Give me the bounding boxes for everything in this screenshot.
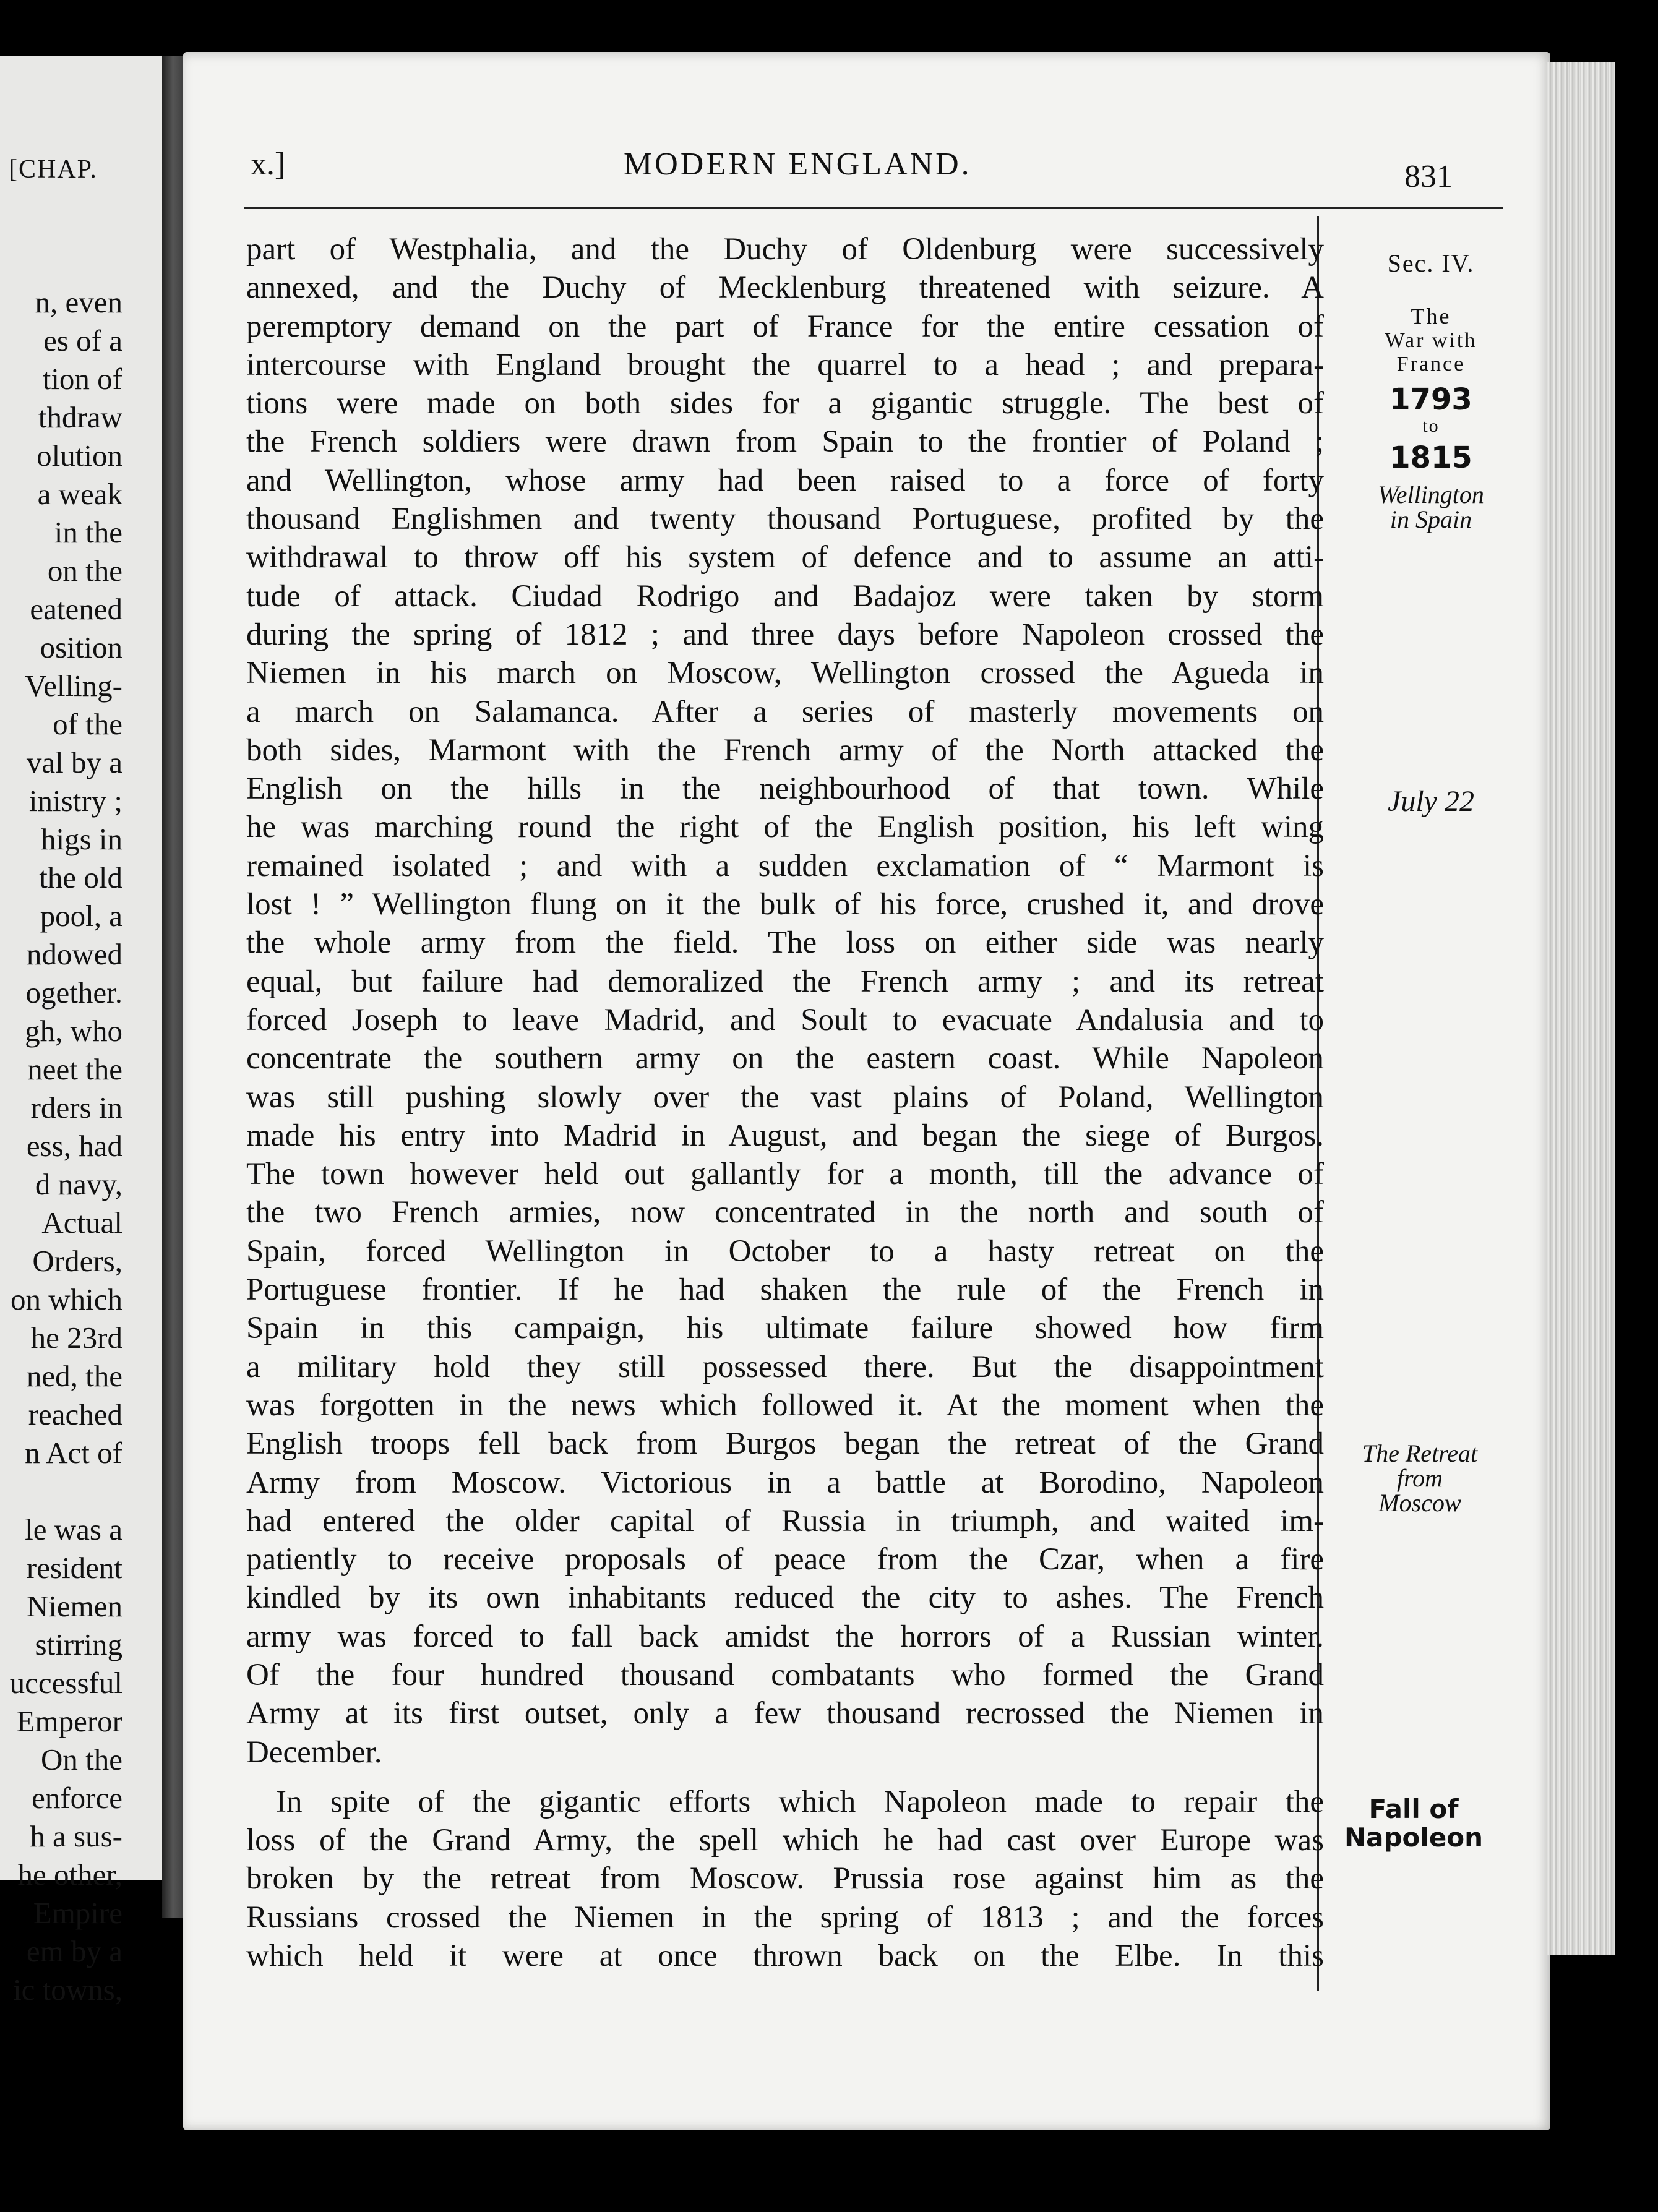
text-line: patiently to receive proposals of peace from the Czar, when a fire xyxy=(246,1542,1324,1577)
text-line: part of Westphalia, and the Duchy of Oldenburg were successively xyxy=(246,232,1324,267)
text-line: during the spring of 1812 ; and three days before Napoleon crossed the xyxy=(246,617,1324,652)
text-line: In spite of the gigantic efforts which Napoleon made to repair the xyxy=(276,1784,1324,1819)
left-page-line: in the xyxy=(54,515,122,549)
text-line: December. xyxy=(246,1734,382,1770)
text-line: the French soldiers were drawn from Spain to the frontier of Poland ; xyxy=(246,424,1324,460)
left-page-line: higs in xyxy=(40,822,122,856)
left-page-line: ic towns, xyxy=(13,1973,122,2007)
left-page-line: he other, xyxy=(17,1858,122,1892)
left-page-line: reached xyxy=(28,1397,122,1431)
left-page-line: n Act of xyxy=(25,1436,122,1470)
margin-the: The xyxy=(1411,304,1451,328)
text-line: concentrate the southern army on the eastern coast. While Napoleon xyxy=(246,1041,1324,1076)
text-line: English on the hills in the neighbourhood of that town. While xyxy=(246,771,1324,807)
text-line: army was forced to fall back amidst the horrors of a Russian winter. xyxy=(246,1619,1324,1654)
left-page-line: on the xyxy=(47,554,122,588)
margin-note-date: July 22 xyxy=(1388,785,1474,818)
left-page-line: resident xyxy=(26,1551,122,1585)
body-text xyxy=(246,230,1324,1975)
left-page-line: es of a xyxy=(43,324,122,358)
text-line: equal, but failure had demoralized the French army ; and its retreat xyxy=(246,964,1324,999)
left-page-header: [CHAP. xyxy=(9,155,98,184)
left-page-line: ogether. xyxy=(25,975,122,1010)
left-page-line: Velling- xyxy=(25,669,122,703)
left-page-line: ned, the xyxy=(26,1359,122,1393)
text-line: The town however held out gallantly for a month, till the advance of xyxy=(246,1157,1324,1192)
left-page-line: ndowed xyxy=(26,937,122,971)
left-page-line: neet the xyxy=(27,1052,122,1086)
text-line: a military hold they still possessed there. But the disappointment xyxy=(246,1349,1324,1384)
left-page-line: Niemen xyxy=(26,1589,122,1623)
margin-section: Sec. IV. xyxy=(1387,249,1475,277)
text-line: loss of the Grand Army, the spell which he had cast over Europe was xyxy=(246,1823,1324,1858)
text-line: both sides, Marmont with the French army of the North attacked the xyxy=(246,732,1324,768)
text-line: Army at its first outset, only a few thousand recrossed the Niemen in xyxy=(246,1696,1324,1731)
page-edges xyxy=(1547,62,1615,1955)
paragraph-gap xyxy=(246,1772,1324,1783)
text-line: forced Joseph to leave Madrid, and Soult to evacuate Andalusia and to xyxy=(246,1002,1324,1037)
left-page-line xyxy=(10,1472,122,1511)
text-line: tions were made on both sides for a gigantic struggle. The best of xyxy=(246,386,1324,421)
left-page-line: Empire xyxy=(33,1896,122,1930)
left-page-line: he 23rd xyxy=(30,1321,122,1355)
margin-note-fall: Fall of xyxy=(1368,1794,1459,1824)
left-page-line: eatened xyxy=(30,592,122,626)
running-title: MODERN ENGLAND. xyxy=(624,147,972,182)
text-line: and Wellington, whose army had been raised to a force of forty xyxy=(246,463,1324,498)
chapter-marker: x.] xyxy=(251,147,286,182)
left-page-line: On the xyxy=(41,1743,122,1777)
text-line: was still pushing slowly over the vast plains of Poland, Wellington xyxy=(246,1079,1324,1115)
text-line: kindled by its own inhabitants reduced the city to ashes. The French xyxy=(246,1580,1324,1616)
left-page-line: val by a xyxy=(26,745,122,779)
left-page-line: enforce xyxy=(32,1781,122,1815)
left-page-line: a weak xyxy=(37,477,122,511)
text-line: Spain in this campaign, his ultimate failure showed how firm xyxy=(246,1311,1324,1346)
left-page-line: thdraw xyxy=(38,400,122,434)
text-line: tude of attack. Ciudad Rodrigo and Badajoz were taken by storm xyxy=(246,578,1324,614)
left-page-line: of the xyxy=(53,707,122,741)
text-line: Portuguese frontier. If he had shaken the rule of the French in xyxy=(246,1272,1324,1308)
left-page-line: olution xyxy=(37,439,122,473)
margin-year-start: 1793 xyxy=(1390,382,1472,417)
left-page-line: pool, a xyxy=(40,899,122,933)
page-number: 831 xyxy=(1404,159,1453,194)
left-page-line: uccessful xyxy=(9,1666,122,1700)
margin-note-wellington: Wellington xyxy=(1378,481,1484,508)
text-line: broken by the retreat from Moscow. Prussia rose against him as the xyxy=(246,1861,1324,1897)
left-page-line: osition xyxy=(40,630,122,664)
text-line: the whole army from the field. The loss on either side was nearly xyxy=(246,925,1324,961)
left-page-line: rders in xyxy=(30,1091,122,1125)
margin-note-napoleon: Napoleon xyxy=(1344,1822,1484,1853)
header-rule xyxy=(244,207,1503,209)
text-line: Russians crossed the Niemen in the spring of 1813 ; and the forces xyxy=(246,1900,1324,1935)
margin-to: to xyxy=(1422,416,1440,436)
left-page-line: ess, had xyxy=(26,1129,122,1163)
text-line: which held it were at once thrown back on the Elbe. In this xyxy=(246,1939,1324,1974)
text-line: Niemen in his march on Moscow, Wellington crossed the Agueda in xyxy=(246,656,1324,691)
text-line: peremptory demand on the part of France for the entire cessation of xyxy=(246,309,1324,344)
text-line: Spain, forced Wellington in October to a hasty retreat on the xyxy=(246,1233,1324,1269)
text-line: a march on Salamanca. After a series of masterly movements on xyxy=(246,694,1324,729)
text-line: made his entry into Madrid in August, and began the siege of Burgos. xyxy=(246,1118,1324,1153)
left-page-line: Orders, xyxy=(32,1244,122,1278)
text-line: lost ! ” Wellington flung on it the bulk of his force, crushed it, and drove xyxy=(246,887,1324,922)
text-line: annexed, and the Duchy of Mecklenburg threatened with seizure. A xyxy=(246,270,1324,306)
left-page-line: Emperor xyxy=(16,1704,122,1738)
left-page-line: stirring xyxy=(35,1627,122,1661)
text-line: had entered the older capital of Russia in triumph, and waited im- xyxy=(246,1503,1324,1538)
left-page-line: em by a xyxy=(26,1934,122,1968)
left-page-line: the old xyxy=(39,860,122,894)
left-page-text xyxy=(10,283,122,2009)
margin-war-with: War with xyxy=(1385,329,1477,352)
margin-note-in-spain: in Spain xyxy=(1390,505,1472,533)
margin-france: France xyxy=(1396,353,1466,375)
left-page-line: gh, who xyxy=(25,1014,122,1048)
margin-note-from: from xyxy=(1396,1464,1443,1492)
text-line: thousand Englishmen and twenty thousand Portuguese, profited by the xyxy=(246,502,1324,537)
left-page-line: on which xyxy=(11,1282,122,1316)
margin-year-end: 1815 xyxy=(1390,440,1472,475)
left-page-line: le was a xyxy=(25,1512,122,1546)
left-page-line: d navy, xyxy=(35,1167,122,1201)
margin-note-retreat: The Retreat xyxy=(1362,1439,1478,1467)
left-page-line: n, even xyxy=(35,285,122,319)
left-page-line: h a sus- xyxy=(30,1819,122,1853)
left-page-line: tion of xyxy=(42,362,122,396)
text-line: Of the four hundred thousand combatants who formed the Grand xyxy=(246,1657,1324,1692)
text-line: English troops fell back from Burgos began the retreat of the Grand xyxy=(246,1426,1324,1462)
left-page-line: Actual xyxy=(41,1206,122,1240)
text-line: remained isolated ; and with a sudden exclamation of “ Marmont is xyxy=(246,848,1324,883)
text-line: the two French armies, now concentrated in the north and south of xyxy=(246,1195,1324,1230)
text-line: withdrawal to throw off his system of defence and to assume an atti- xyxy=(246,540,1324,575)
text-line: he was marching round the right of the English position, his left wing xyxy=(246,810,1324,845)
left-page-line: inistry ; xyxy=(28,784,122,818)
left-page-fragment xyxy=(0,56,166,2007)
text-line: was forgotten in the news which followed it. At the moment when the xyxy=(246,1387,1324,1423)
text-line: intercourse with England brought the quarrel to a head ; and prepara- xyxy=(246,347,1324,382)
text-line: Army from Moscow. Victorious in a battle at Borodino, Napoleon xyxy=(246,1465,1324,1500)
margin-note-moscow: Moscow xyxy=(1378,1489,1461,1517)
